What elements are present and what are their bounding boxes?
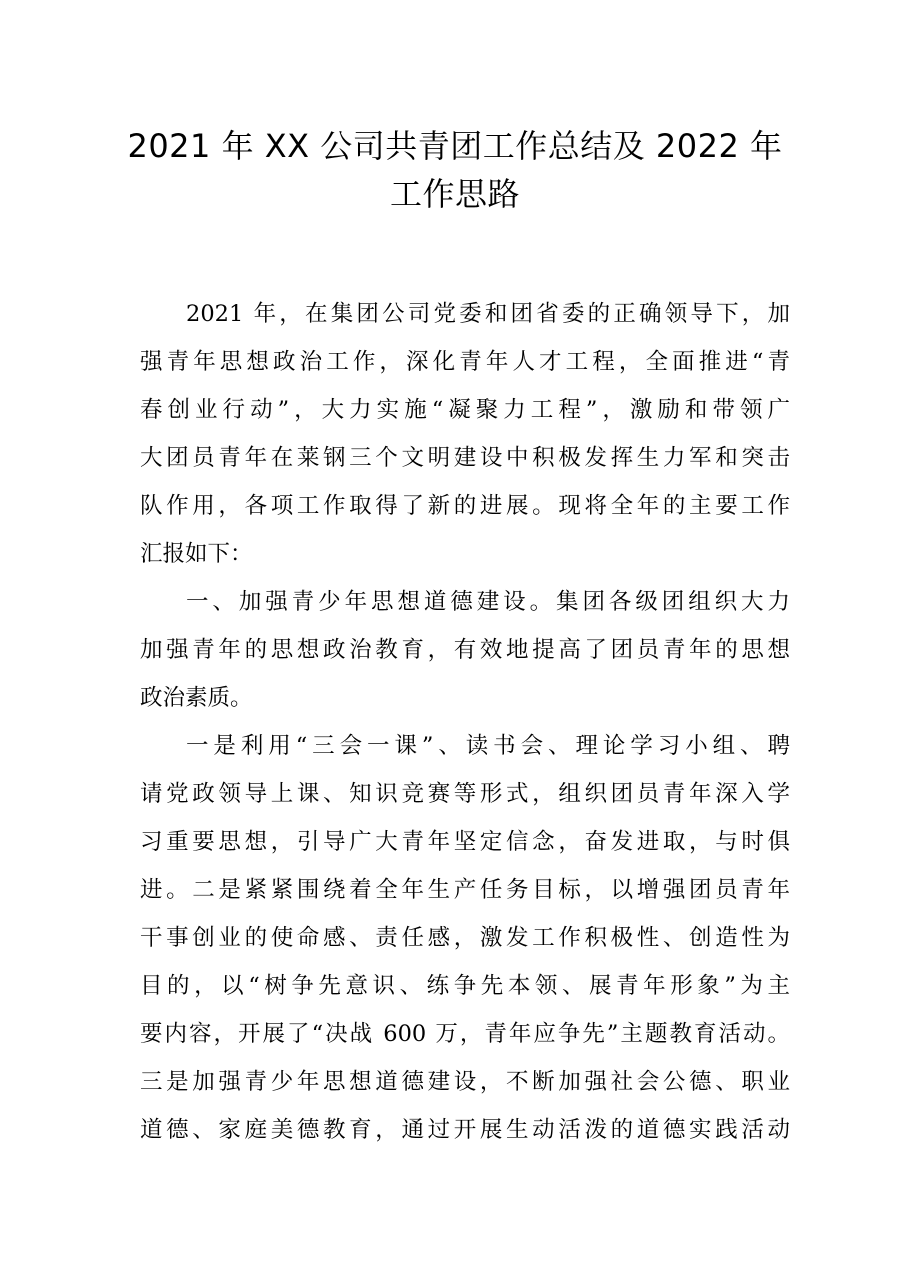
title-line: 2021 年 XX 公司共青团工作总结及 2022 年: [127, 127, 783, 165]
text-line: 目的，以“树争先意识、练争先本领、展青年形象”为主: [140, 973, 790, 999]
text-line: 干事创业的使命感、责任感，激发工作积极性、创造性为: [140, 925, 790, 951]
text-line: 要内容，开展了“决战 600 万，青年应争先”主题教育活动。: [140, 1021, 790, 1047]
text-line: 春创业行动”，大力实施“凝聚力工程”，激励和带领广: [140, 397, 790, 423]
title-line: 工作思路: [389, 175, 520, 213]
text-line: 强青年思想政治工作，深化青年人才工程，全面推进“青: [140, 349, 790, 375]
text-line: 政治素质。: [140, 685, 253, 711]
paragraph: [140, 578, 790, 722]
text-line: 汇报如下：: [140, 541, 253, 567]
paragraph: [140, 722, 790, 1154]
text-line: 2021 年，在集团公司党委和团省委的正确领导下，加: [186, 301, 790, 327]
text-line: 一、加强青少年思想道德建设。集团各级团组织大力: [186, 589, 790, 615]
document-body: [140, 290, 790, 1154]
text-line: 请党政领导上课、知识竞赛等形式，组织团员青年深入学: [140, 781, 790, 807]
paragraph: [140, 290, 790, 578]
document-title: [120, 122, 790, 218]
text-line: 习重要思想，引导广大青年坚定信念，奋发进取，与时俱: [140, 829, 790, 855]
text-line: 一是利用“三会一课”、读书会、理论学习小组、聘: [186, 733, 790, 759]
text-line: 大团员青年在莱钢三个文明建设中积极发挥生力军和突击: [140, 445, 790, 471]
text-line: 道德、家庭美德教育，通过开展生动活泼的道德实践活动: [140, 1117, 790, 1143]
text-line: 三是加强青少年思想道德建设，不断加强社会公德、职业: [140, 1069, 790, 1095]
text-line: 队作用，各项工作取得了新的进展。现将全年的主要工作: [140, 493, 790, 519]
text-line: 加强青年的思想政治教育，有效地提高了团员青年的思想: [140, 637, 790, 663]
text-line: 进。二是紧紧围绕着全年生产任务目标，以增强团员青年: [140, 877, 790, 903]
